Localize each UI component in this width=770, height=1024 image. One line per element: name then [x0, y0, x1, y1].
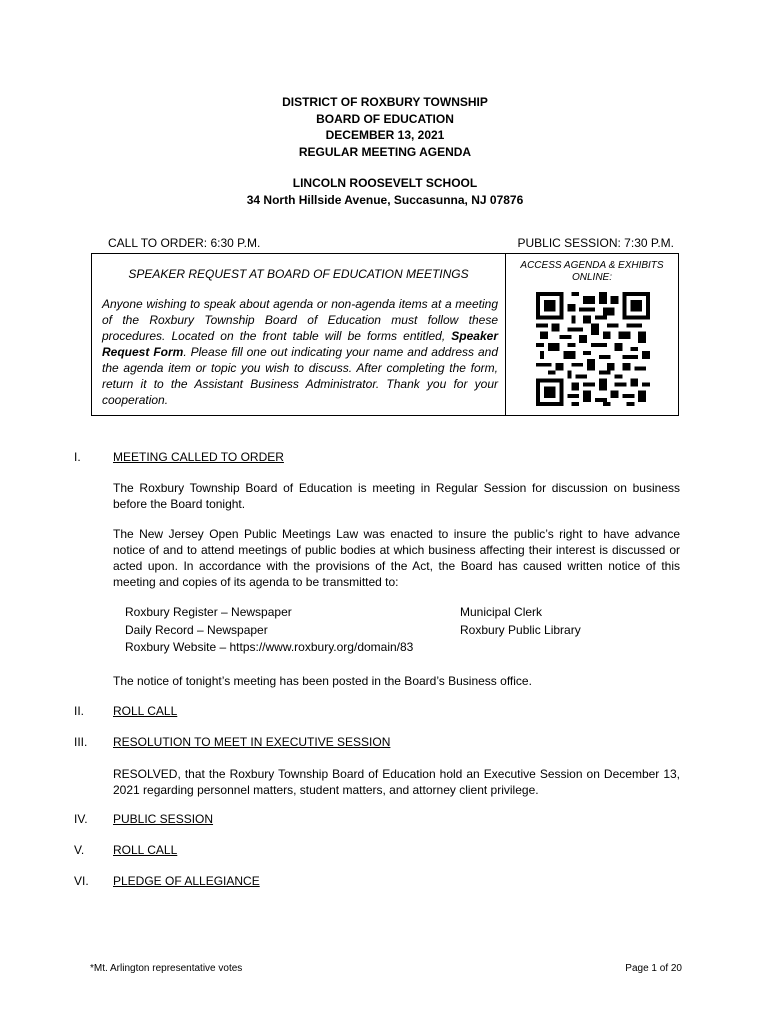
school-address: 34 North Hillside Avenue, Succasunna, NJ 07876 — [246, 192, 524, 207]
access-online-label: ACCESS AGENDA & EXHIBITS ONLINE: — [520, 260, 664, 283]
section-number: III. — [74, 735, 88, 749]
executive-session-resolution: RESOLVED, that the Roxbury Township Board of Education hold an Executive Session on December 13, 2021 regarding personnel matters, student matters, and attorney client privilege. — [113, 767, 680, 797]
speaker-request-box — [91, 253, 679, 416]
agenda-title: REGULAR MEETING AGENDA — [298, 144, 472, 159]
section-number: II. — [74, 704, 85, 718]
meeting-purpose-paragraph: The Roxbury Township Board of Education is meeting in Regular Session for discussion on business before the Board tonight. — [113, 481, 680, 511]
section-number: IV. — [74, 812, 88, 826]
document-header — [0, 94, 770, 208]
public-session-time: PUBLIC SESSION: 7:30 P.M. — [517, 236, 674, 250]
notice-recipients-list — [125, 604, 413, 657]
open-meetings-law-paragraph: The New Jersey Open Public Meetings Law was enacted to insure the public’s right to have advance notice of and to attend meetings of public bodies at which business affecting their interest is discussed or acted upon. In accordance with the provisions of the Act, the Board has caused written notice of this meeting and copies of its agenda to be transmitted to: — [113, 527, 680, 589]
list-item: Municipal Clerk — [460, 605, 543, 619]
notice-posted-paragraph: The notice of tonight’s meeting has been posted in the Board’s Business office. — [113, 674, 532, 688]
district-title: DISTRICT OF ROXBURY TOWNSHIP — [282, 95, 488, 109]
section-title-executive-session: RESOLUTION TO MEET IN EXECUTIVE SESSION — [113, 735, 391, 749]
meeting-times — [108, 236, 674, 250]
board-title: BOARD OF EDUCATION — [316, 111, 454, 126]
school-name: LINCOLN ROOSEVELT SCHOOL — [292, 176, 478, 190]
section-number: I. — [74, 450, 81, 464]
footer-note: *Mt. Arlington representative votes — [90, 963, 243, 974]
section-title-roll-call: ROLL CALL — [113, 704, 178, 718]
section-title-pledge-of-allegiance: PLEDGE OF ALLEGIANCE — [113, 874, 260, 888]
section-number: V. — [74, 843, 85, 857]
page-number: Page 1 of 20 — [625, 963, 682, 974]
section-number: VI. — [74, 874, 89, 888]
section-title-roll-call-2: ROLL CALL — [113, 843, 178, 857]
meeting-date: DECEMBER 13, 2021 — [325, 128, 445, 142]
speaker-request-body: Anyone wishing to speak about agenda or non-agenda items at a meeting of the Roxbury Township Board of Education must follow these procedures. Located on the front table will be forms entitled, Speaker Request Form. Please fill one out indicating your name and address and the agenda item or topic you wish to discuss. After completing the form, return it to the Assistant Business Administrator. Thank you for your cooperation. — [102, 297, 498, 407]
list-item: Roxbury Public Library — [460, 622, 581, 637]
speaker-form-name: Speaker Request Form — [102, 329, 498, 359]
call-to-order-time: CALL TO ORDER: 6:30 P.M. — [108, 236, 261, 250]
section-title-meeting-called-to-order: MEETING CALLED TO ORDER — [113, 450, 284, 464]
speaker-request-panel — [92, 254, 506, 415]
qr-code-icon[interactable] — [536, 291, 650, 407]
list-item: Roxbury Register – Newspaper — [125, 605, 292, 619]
list-item: Daily Record – Newspaper — [125, 622, 268, 637]
section-title-public-session: PUBLIC SESSION — [113, 812, 214, 826]
list-item: Roxbury Website – https://www.roxbury.org/domain/83 — [125, 640, 414, 654]
online-access-panel — [506, 254, 678, 415]
speaker-request-title: SPEAKER REQUEST AT BOARD OF EDUCATION MEETINGS — [128, 267, 469, 281]
notice-recipients-list-2 — [460, 604, 581, 639]
